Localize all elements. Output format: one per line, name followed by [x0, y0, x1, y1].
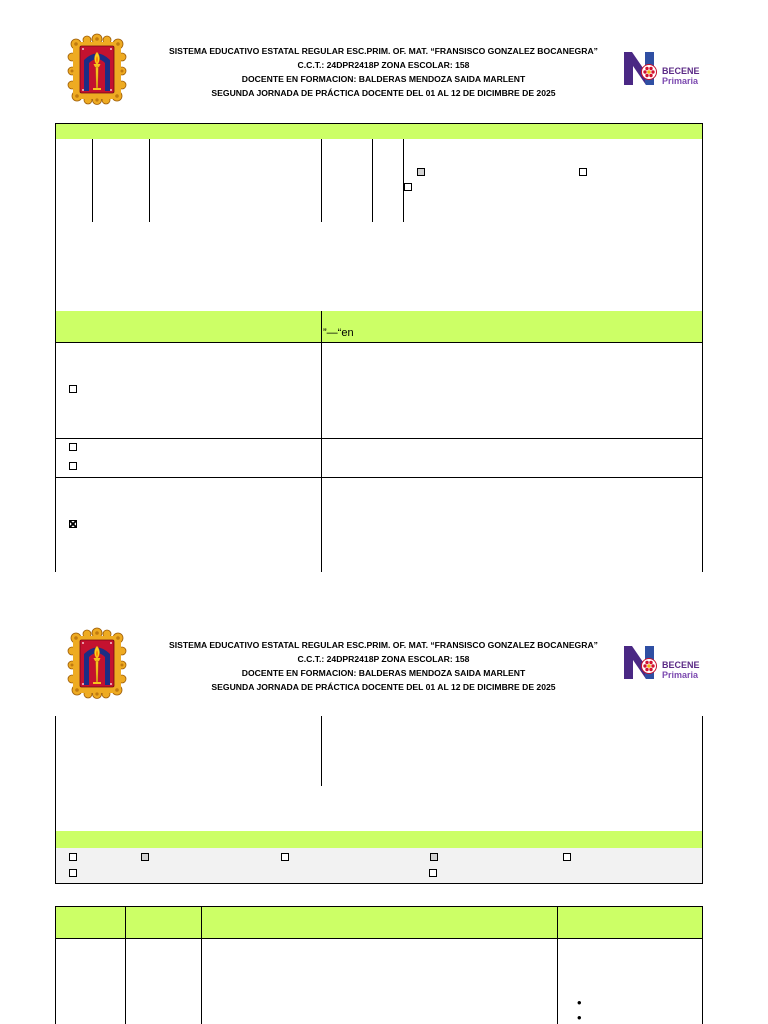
table-header-row	[55, 906, 702, 938]
checkbox	[69, 853, 77, 861]
table-border-left	[55, 716, 56, 884]
checkbox	[404, 183, 412, 191]
table-rule	[92, 139, 93, 222]
table-border-left	[55, 123, 56, 572]
school-crest-icon	[67, 627, 127, 699]
header-school-name: SISTEMA EDUCATIVO ESTATAL REGULAR ESC.PRIM. OF. MAT. “FRANSISCO GONZALEZ BOCANEGRA”	[169, 640, 598, 650]
table-column-divider	[557, 906, 558, 1024]
table-border-right	[702, 123, 703, 572]
table-rule	[55, 438, 703, 439]
becene-logo	[621, 47, 705, 95]
table-rule	[55, 477, 703, 478]
checkbox	[281, 853, 289, 861]
table-rule	[149, 139, 150, 222]
table-section-header-row	[55, 311, 702, 342]
table-rule	[55, 342, 703, 343]
becene-logo-name: BECENE	[662, 660, 700, 670]
checkbox	[69, 462, 77, 470]
table-rule	[55, 883, 703, 884]
checkbox	[141, 853, 149, 861]
becene-logo-subtitle: Primaria	[662, 76, 699, 86]
header-school-name: SISTEMA EDUCATIVO ESTATAL REGULAR ESC.PRIM. OF. MAT. “FRANSISCO GONZALEZ BOCANEGRA”	[169, 46, 598, 56]
checkbox	[69, 520, 77, 528]
table-column-divider	[201, 906, 202, 1024]
table-border-right	[702, 906, 703, 1024]
table-rule	[55, 938, 703, 939]
becene-logo	[621, 641, 705, 689]
table-border-right	[702, 716, 703, 884]
table-options-row	[55, 848, 702, 883]
table-column-divider	[321, 311, 322, 572]
table-border-left	[55, 906, 56, 1024]
checkbox	[417, 168, 425, 176]
checkbox	[579, 168, 587, 176]
table-rule	[321, 139, 322, 222]
table-header-row	[55, 123, 702, 139]
table-rule	[372, 139, 373, 222]
table-section-header-row	[55, 831, 702, 848]
school-crest-icon	[67, 33, 127, 105]
list-bullet: •	[577, 1010, 582, 1024]
checkbox	[429, 869, 437, 877]
table-rule	[403, 139, 404, 222]
list-bullet: •	[577, 995, 582, 1010]
checkbox	[69, 385, 77, 393]
table-column-divider	[125, 906, 126, 1024]
header-school-code: C.C.T.: 24DPR2418P ZONA ESCOLAR: 158	[297, 60, 470, 70]
table-rule	[55, 906, 703, 907]
table-column-divider	[321, 716, 322, 786]
header-teacher-name: DOCENTE EN FORMACION: BALDERAS MENDOZA SAIDA MARLENT	[241, 74, 526, 84]
document-header-text	[130, 638, 637, 694]
checkbox	[69, 869, 77, 877]
table-rule	[55, 123, 703, 124]
document-header-text	[130, 44, 637, 100]
header-school-code: C.C.T.: 24DPR2418P ZONA ESCOLAR: 158	[297, 654, 470, 664]
section-header-right-text: ”—“en	[323, 327, 354, 339]
checkbox	[563, 853, 571, 861]
header-teacher-name: DOCENTE EN FORMACION: BALDERAS MENDOZA SAIDA MARLENT	[241, 668, 526, 678]
becene-logo-name: BECENE	[662, 66, 700, 76]
header-practice-dates: SEGUNDA JORNADA DE PRÁCTICA DOCENTE DEL 01 AL 12 DE DICIMBRE DE 2025	[211, 88, 556, 98]
header-practice-dates: SEGUNDA JORNADA DE PRÁCTICA DOCENTE DEL 01 AL 12 DE DICIMBRE DE 2025	[211, 682, 556, 692]
becene-logo-subtitle: Primaria	[662, 670, 699, 680]
checkbox	[69, 443, 77, 451]
checkbox	[430, 853, 438, 861]
